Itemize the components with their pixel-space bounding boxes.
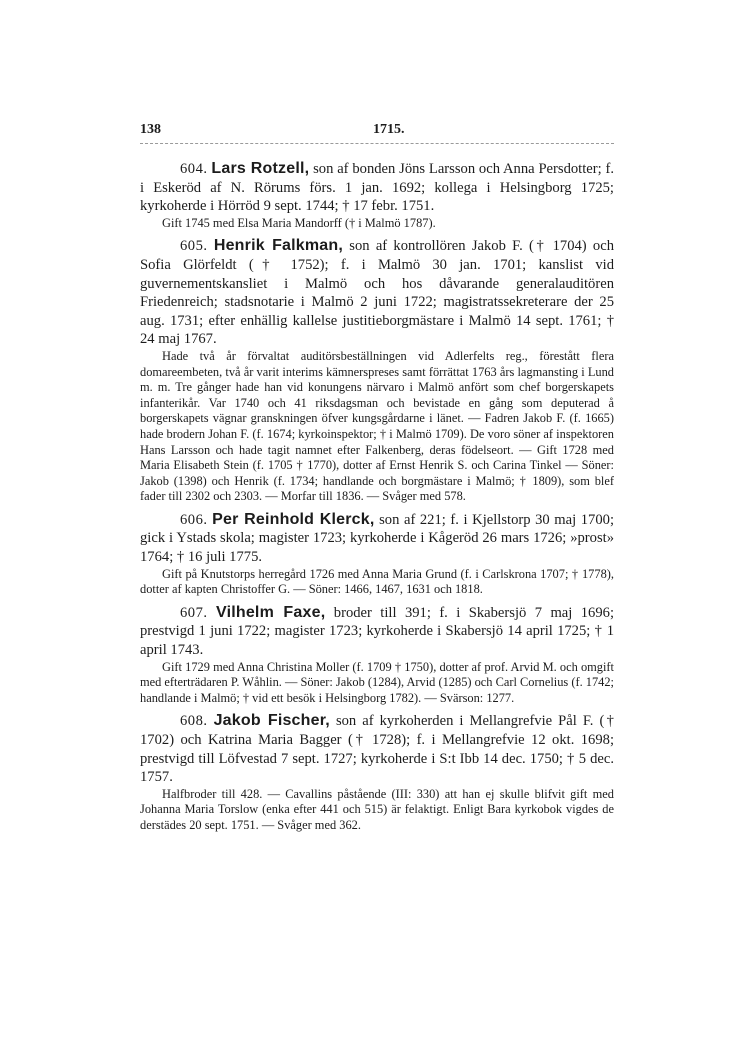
entry-604 (140, 160, 614, 231)
entry-name: Lars Rotzell, (211, 160, 310, 177)
entry-text: son af 221; f. i Kjellstorp 30 maj 1700; gick i Ystads skola; magister 1723; kyrkoherde i Kågeröd 26 mars 1726; »prost» 1764; † 16 juli 1775. (140, 511, 614, 566)
header-rule (140, 143, 614, 144)
running-head-year: 1715. (373, 122, 405, 137)
entry-note: Halfbroder till 428. — Cavallins påstående (III: 330) att han ej skulle blifvit gift med Johanna Maria Torslow (enka efter 441 och 515) är felaktigt. Enligt Bara kyrkobok vigdes de derstädes 20 sept. 1751. — Svåger med 362. (140, 786, 614, 832)
page-number: 138 (140, 122, 161, 137)
entry-text: son af kontrollören Jakob F. († 1704) och Sofia Glörfeldt († 1752); f. i Malmö 30 jan. 1701; kanslist vid guvernementskansliet i Malmö och hos dåvarande generalauditören Friedenreich; stadsnotarie i Malmö 2 juni 1722; magistratssekreterare der 25 aug. 1731; efter enhällig kallelse justitieborgmästare i Malmö 14 sept. 1761; † 24 maj 1767. (140, 238, 614, 348)
entry-name: Per Reinhold Klerck, (212, 510, 375, 528)
entry-number: 604. (180, 161, 208, 177)
entry-note: Gift på Knutstorps herregård 1726 med Anna Maria Grund (f. i Carlskrona 1707; † 1778), dotter af kapten Christoffer G. — Söner: 1466, 1467, 1631 och 1818. (140, 566, 614, 597)
entry-name: Jakob Fischer, (213, 712, 330, 730)
entry-605 (140, 237, 614, 505)
entry-number: 606. (180, 511, 208, 528)
entry-607 (140, 604, 614, 707)
entry-text: son af kyrkoherden i Mellangrefvie Pål F. († 1702) och Katrina Maria Bagger († 1728); f. i Mellangrefvie 12 okt. 1698; prestvigd till Löfvestad 7 sept. 1727; kyrkoherde i S:t Ibb 14 dec. 1750; † 5 dec. 1757. (140, 713, 614, 786)
entry-number: 607. (180, 604, 208, 621)
entry-text: broder till 391; f. i Skabersjö 7 maj 1696; prestvigd 1 juni 1722; magister 1723; kyrkoherde i Skabersjö 14 april 1725; † 1 april 1743. (140, 604, 614, 659)
text-column (140, 160, 614, 834)
entry-number: 608. (180, 713, 208, 730)
entry-606 (140, 511, 614, 598)
entry-name: Vilhelm Faxe, (215, 603, 326, 621)
entry-note: Gift 1729 med Anna Christina Moller (f. 1709 † 1750), dotter af prof. Arvid M. och omgift med efterträdaren P. Wåhlin. — Söner: Jakob (1284), Arvid (1285) och Carl Cornelius (f. 1742; handlande i Malmö; † vid ett besök i Helsingborg 1782). — Svärson: 1277. (140, 659, 614, 705)
entry-608 (140, 712, 614, 833)
entry-number: 605. (180, 238, 208, 255)
page-header (140, 122, 614, 144)
entry-note: Hade två år förvaltat auditörsbeställningen vid Adlerfelts reg., förestått flera domareembeten, två år varit interims kämnerspreses samt förrättat 1763 års lagmansting i Lund m. m. Tre gånger hade han vid konungens närvaro i Malmö anfört som chef borgerskapets infanterikår. Var 1740 och 41 riksdagsman och bevistade en gång som deputerad å borgerskapets vägnar granskningen öfver kungsgårdarne i länet. — Fadren Jakob F. (f. 1665) hade brodern Johan F. (f. 1674; kyrkoinspektor; † i Malmö 1709). De voro söner af inspektoren Hans Larsson och hade tagit namnet efter Falkenberg, deras födelseort. — Gift 1728 med Maria Elisabeth Stein (f. 1705 † 1770), dotter af Ernst Henrik S. och Carina Tinkel — Söner: Jakob (1398) och Henrik (f. 1734; handlande och borgmästare i Malmö; † 1809), som blef fader till 2302 och 2303. — Morfar till 1836. — Svåger med 578. (140, 348, 614, 504)
entry-text: son af bonden Jöns Larsson och Anna Persdotter; f. i Eskeröd af N. Rörums förs. 1 jan. 1692; kollega i Helsingborg 1725; kyrkoherde i Hörröd 9 sept. 1744; † 17 febr. 1751. (140, 161, 615, 215)
entry-note: Gift 1745 med Elsa Maria Mandorff († i Malmö 1787). (162, 215, 436, 230)
entry-name: Henrik Falkman, (213, 237, 344, 255)
